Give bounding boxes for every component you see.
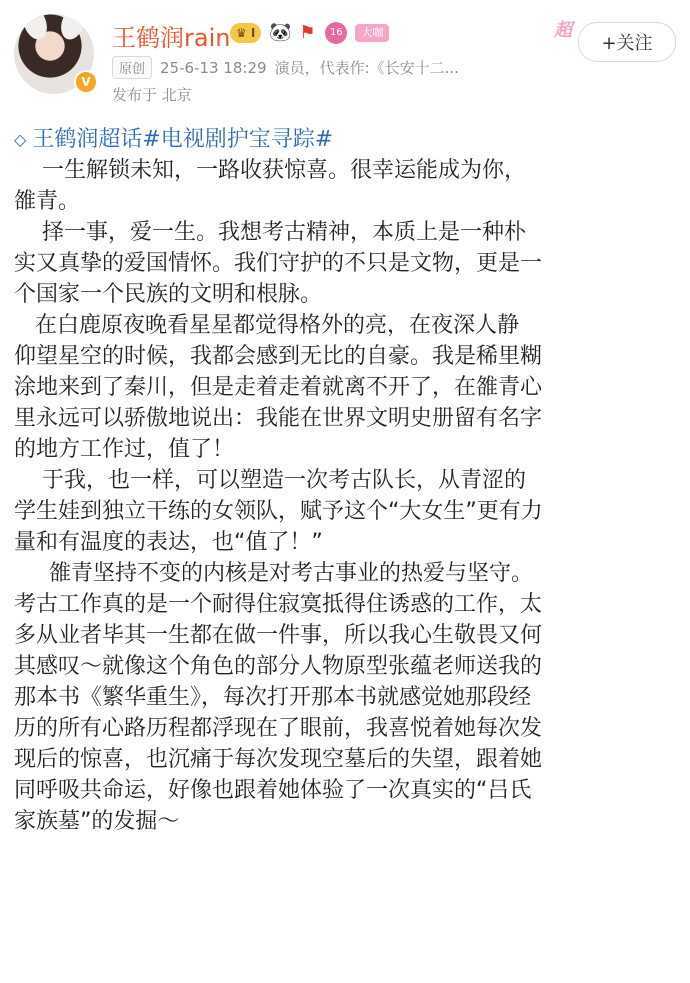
level-badge[interactable]: 16 (325, 22, 347, 44)
user-bio: 演员，代表作:《长安十二... (274, 59, 459, 77)
paragraph-1: 一生解锁未知，一路收获惊喜。很幸运能成为你， 雒青。 (14, 158, 526, 214)
post-datetime: 25-6-13 18:29 (160, 58, 267, 77)
big-shot-badge[interactable]: 大咖 (355, 24, 389, 42)
super-topic-icon: 超 (554, 20, 572, 41)
original-tag: 原创 (112, 56, 152, 79)
diamond-icon: ◇ (14, 130, 27, 149)
post-meta (112, 56, 459, 79)
paragraph-3: 在白鹿原夜晚看星星都觉得格外的亮，在夜深人静 仰望星空的时候，我都会感到无比的自豪。我是稀里糊 涂地来到了秦川，但是走着走着就离不开了，在雒青心 里永远可以骄傲地说出：我能在世界文明史册留有名字 的地方工作过，值了！ (14, 313, 543, 462)
paragraph-5: 雒青坚持不变的内核是对考古事业的热爱与坚守。 考古工作真的是一个耐得住寂寞抵得住诱惑的工作，太 多从业者毕其一生都在做一件事，所以我心生敬畏又何 其感叹～就像这个角色的部分人物原型张蕴老师送我的 那本书《繁华重生》，每次打开那本书就感觉她那段经 历的所有心路历程都浮现在了眼前，我喜悦着她每次发 现后的惊喜，也沉痛于每次发现空墓后的失望，跟着她 同呼吸共命运，好像也跟着她体验了一次真实的“吕氏 家族墓”的发掘～ (14, 561, 543, 834)
follow-button[interactable]: +关注 (578, 22, 676, 62)
topic-text: 王鹤润超话#电视剧护宝寻踪# (32, 127, 334, 152)
topic-link[interactable] (14, 124, 676, 155)
verified-icon: V (74, 70, 98, 94)
post-content (14, 124, 676, 837)
post-location: 发布于 北京 (112, 86, 192, 104)
username[interactable]: 王鹤润rain (112, 24, 231, 52)
post-header (0, 0, 690, 120)
paragraph-4: 于我，也一样，可以塑造一次考古队长，从青涩的 学生娃到独立干练的女领队，赋予这个“大女生”更有力 量和有温度的表达，也“值了！” (14, 468, 543, 555)
paragraph-2: 择一事，爱一生。我想考古精神，本质上是一种朴 实又真挚的爱国情怀。我们守护的不只是文物，更是一 个国家一个民族的文明和根脉。 (14, 220, 543, 307)
crown-badge-icon[interactable]: ♛ I (230, 23, 261, 43)
panda-badge-icon[interactable]: 🐼 (269, 22, 292, 43)
user-badges (230, 22, 389, 44)
flag-badge-icon[interactable]: ⚑ (299, 22, 316, 43)
